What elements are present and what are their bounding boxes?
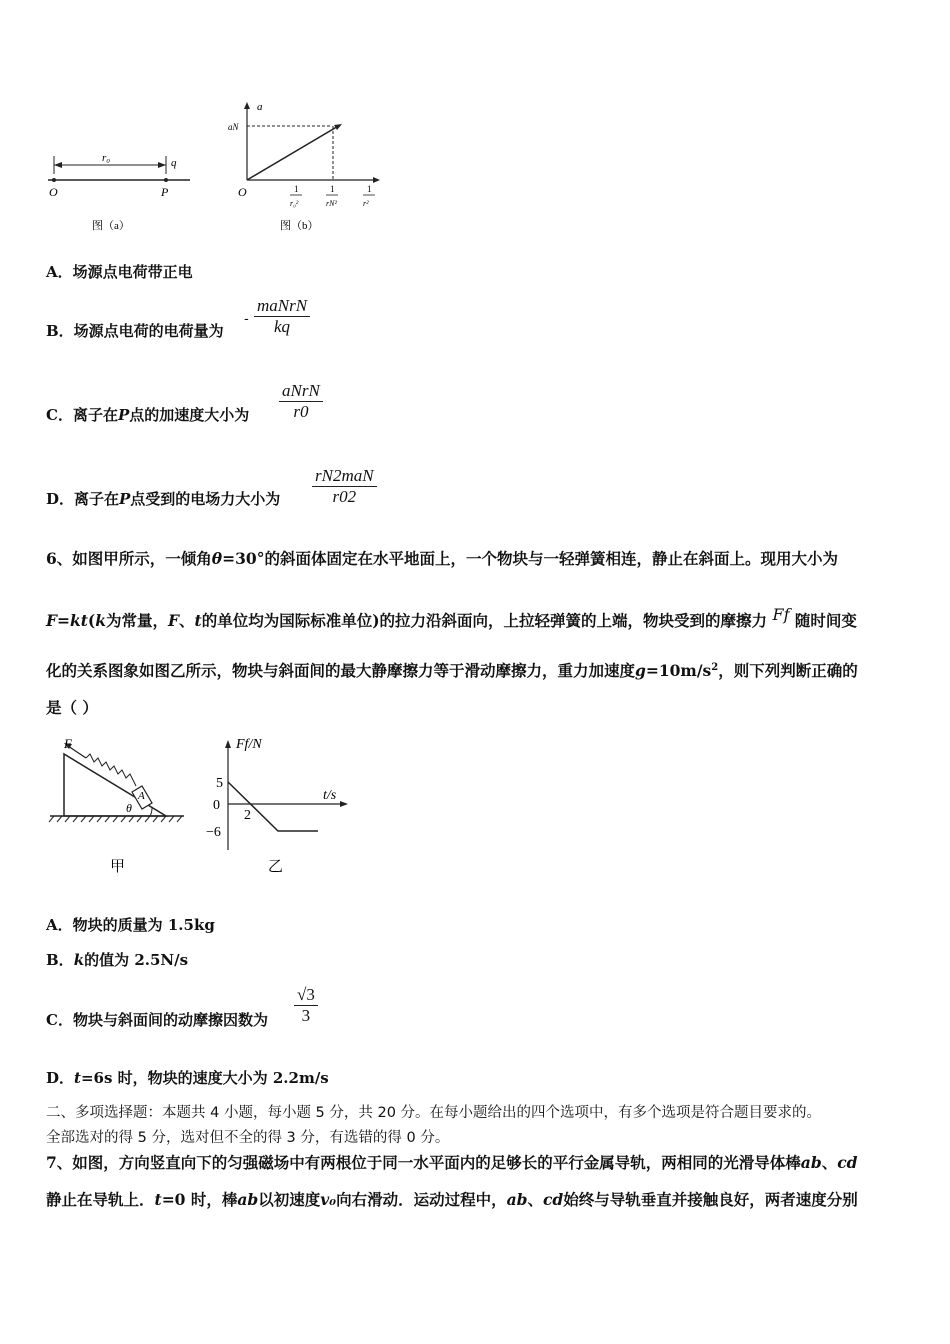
svg-text:5: 5 xyxy=(216,776,223,791)
ff-graph xyxy=(228,782,318,831)
svg-text:F: F xyxy=(64,736,72,751)
q6-stem-line1: 6、如图甲所示，一倾角θ=30°的斜面体固定在水平地面上，一个物块与一轻弹簧相连，静止在斜面上。现用大小为 xyxy=(46,549,838,568)
svg-text:rN²: rN² xyxy=(326,199,337,208)
q5-b-fraction: maNrN kq xyxy=(254,296,310,337)
svg-text:1: 1 xyxy=(294,184,299,194)
caption-a: 图（a） xyxy=(92,220,130,232)
figure-b xyxy=(222,98,387,238)
figure-jia xyxy=(46,732,191,882)
q5-option-a: A．场源点电荷带正电 xyxy=(46,263,193,281)
figure-a xyxy=(40,148,200,238)
caption-yi: 乙 xyxy=(268,859,284,875)
svg-text:0: 0 xyxy=(213,798,220,813)
q6-stem-line3: 化的关系图象如图乙所示，物块与斜面间的最大静摩擦力等于滑动摩擦力，重力加速度$g=10m/s^2$，则下列判断正确的 xyxy=(46,661,858,680)
q6-option-a: A．物块的质量为 1.5kg xyxy=(46,916,215,934)
figure-yi xyxy=(202,732,352,882)
q6-option-b: B．k的值为 2.5N/s xyxy=(46,951,189,969)
q5-d-fraction: rN2maN r02 xyxy=(312,466,377,507)
caption-jia: 甲 xyxy=(110,859,126,875)
svg-text:θ: θ xyxy=(126,801,132,815)
label-P: P xyxy=(161,185,169,199)
q6-option-c: C．物块与斜面间的动摩擦因数为 xyxy=(46,1011,268,1029)
svg-text:A: A xyxy=(138,790,145,802)
svg-text:−6: −6 xyxy=(206,825,221,840)
caption-b: 图（b） xyxy=(280,220,319,232)
q5-option-d: D．离子在P点受到的电场力大小为 xyxy=(46,490,281,508)
point-P xyxy=(164,178,168,182)
q6-option-d: D．t=6s 时，物块的速度大小为 2.2m/s xyxy=(46,1069,329,1087)
section2-line1: 二、多项选择题：本题共 4 小题，每小题 5 分，共 20 分。在每小题给出的四个选项中，有多个选项是符合题目要求的。 xyxy=(46,1105,822,1121)
svg-text:2: 2 xyxy=(244,808,251,823)
incline xyxy=(64,754,166,816)
q5-c-fraction: aNrN r0 xyxy=(279,381,323,422)
spring xyxy=(86,754,136,786)
svg-text:1: 1 xyxy=(330,184,335,194)
q7-stem-line2: 静止在导轨上．t=0 时，棒ab以初速度v₀向右滑动．运动过程中，ab、cd始终与导轨垂直并接触良好，两者速度分别 xyxy=(46,1190,858,1209)
q6-stem-line4: 是（ ） xyxy=(46,698,98,717)
q5-option-b: B．场源点电荷的电荷量为 xyxy=(46,322,224,340)
q6-c-fraction: $\frac{√3}{3}$ xyxy=(294,985,318,1026)
q7-stem-line1: 7、如图，方向竖直向下的匀强磁场中有两根位于同一水平面内的足够长的平行金属导轨，两相同的光滑导体棒ab、cd xyxy=(46,1153,858,1172)
svg-text:t/s: t/s xyxy=(323,788,337,803)
q5-option-c: C．离子在P点的加速度大小为 xyxy=(46,406,250,424)
svg-text:a: a xyxy=(257,101,263,113)
label-q: q xyxy=(171,157,177,169)
graph-line xyxy=(247,125,340,180)
svg-text:O: O xyxy=(238,185,247,199)
svg-text:Ff/N: Ff/N xyxy=(236,737,262,752)
svg-text:1: 1 xyxy=(367,184,372,194)
svg-text:r₀²: r₀² xyxy=(290,199,299,208)
section2-line2: 全部选对的得 5 分，选对但不全的得 3 分，有选错的得 0 分。 xyxy=(46,1130,450,1146)
svg-text:aN: aN xyxy=(228,122,239,132)
point-O xyxy=(52,178,56,182)
svg-text:r²: r² xyxy=(363,199,369,208)
q6-stem-line2: F=kt(k为常量，F、t的单位均为国际标准单位)的拉力沿斜面向，上拉轻弹簧的上端，物块受到的摩擦力 Ff 随时间变 xyxy=(46,605,857,630)
q5-b-neg: - xyxy=(244,311,249,327)
label-r0: r₀ xyxy=(102,152,111,164)
label-O: O xyxy=(49,185,58,199)
